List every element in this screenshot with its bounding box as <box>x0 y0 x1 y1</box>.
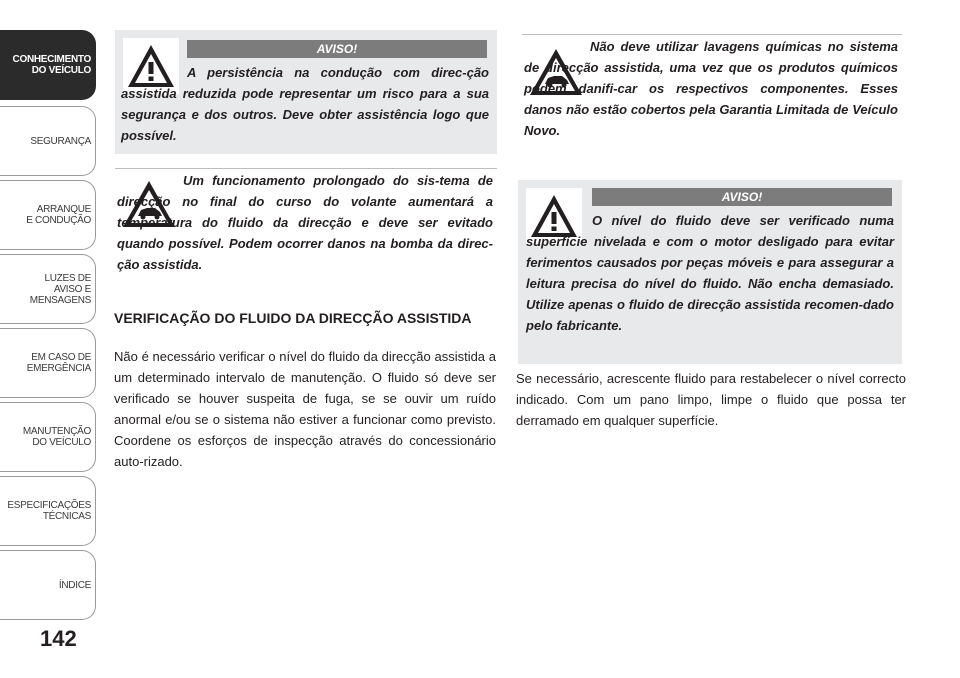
tab-em-caso-de-emergencia[interactable]: EM CASO DE EMERGÊNCIA <box>0 328 96 398</box>
warning-text: A persistência na condução com direc-ção assistida reduzida pode representar um risco para a sua segurança e dos outros. Deve obter assistência logo que possível. <box>121 65 489 143</box>
warning-title: AVISO! <box>592 188 892 206</box>
section-heading: VERIFICAÇÃO DO FLUIDO DA DIRECÇÃO ASSISTIDA <box>114 310 472 326</box>
warning-box-2 <box>518 180 902 364</box>
tab-conhecimento-do-veiculo[interactable]: CONHECIMENTO DO VEÍCULO <box>0 30 96 100</box>
warning-text: O nível do fluido deve ser verificado numa superfície nivelada e com o motor desligado para evitar ferimentos causados por peças móveis e para assegurar a leitura precisa do nível do fluido. Não encha demasiado. Utilize apenas o fluido de direcção assistida recomen-dado pelo fabricante. <box>526 213 894 333</box>
body-paragraph: Se necessário, acrescente fluido para restabelecer o nível correcto indicado. Com um pano limpo, limpe o fluido que possa ter derramado em qualquer superfície. <box>516 371 906 428</box>
tab-arranque-e-conducao[interactable]: ARRANQUE E CONDUÇÃO <box>0 180 96 250</box>
body-paragraph: Não é necessário verificar o nível do fluido da direcção assistida a um determinado intervalo de manutenção. O fluido só deve ser verificado se houver suspeita de fuga, se se ouvir um ruído anormal e/ou se o sistema não estiver a funcionar como previsto. Coordene os esforços de inspecção através do concessionário auto-rizado. <box>114 349 496 469</box>
warning-title: AVISO! <box>187 40 487 58</box>
tab-especificacoes-tecnicas[interactable]: ESPECIFICAÇÕES TÉCNICAS <box>0 476 96 546</box>
tab-luzes-de-aviso[interactable]: LUZES DE AVISO E MENSAGENS <box>0 254 96 324</box>
tab-seguranca[interactable]: SEGURANÇA <box>0 106 96 176</box>
caution-block-2 <box>522 34 902 166</box>
caution-text: Um funcionamento prolongado do sis-tema de direcção no final do curso do volante aumentará a temperatura do fluido da direcção e deve ser evitado quando possível. Podem ocorrer danos na bomba da direc-ção assistida. <box>117 173 493 272</box>
warning-box-1 <box>115 30 497 154</box>
tab-indice[interactable]: ÍNDICE <box>0 550 96 620</box>
caution-block-1 <box>115 168 497 298</box>
page-number: 142 <box>40 626 77 651</box>
caution-text: Não deve utilizar lavagens químicas no sistema de direcção assistida, uma vez que os produtos químicos podem danifi-car os respectivos componentes. Esses danos não estão cobertos pela Garantia Limitada de Veículo Novo. <box>524 39 898 138</box>
tab-manutencao-do-veiculo[interactable]: MANUTENÇÃO DO VEÍCULO <box>0 402 96 472</box>
